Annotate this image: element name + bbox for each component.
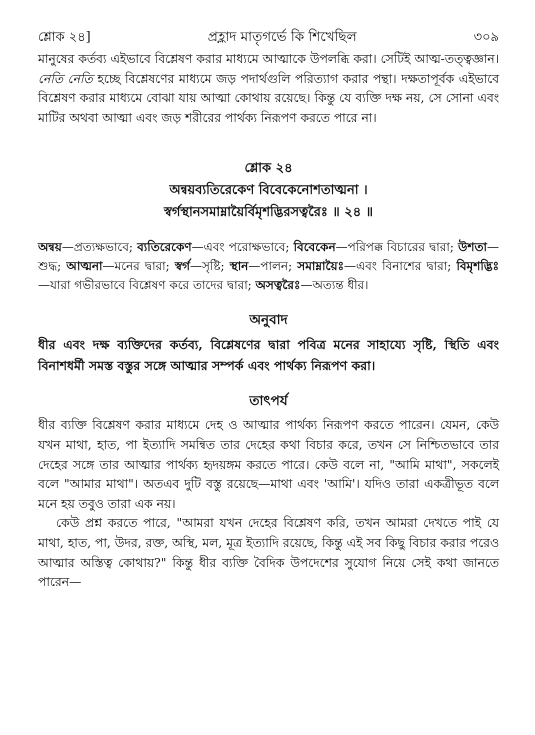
synonym-meaning: —অত্যন্ত ধীর। [300, 278, 369, 293]
synonym-meaning: —প্রত্যক্ষভাবে; [61, 240, 138, 255]
synonym-word: বিমৃশদ্ভিঃ [456, 259, 499, 274]
header-verse-ref: শ্লোক ২৪] [38, 30, 91, 45]
running-header [38, 26, 499, 50]
synonym-word: উশতা [458, 240, 487, 255]
synonym-word: সমাম্নায়ৈঃ [297, 259, 344, 274]
synonym-word: বিবেকেন [293, 240, 336, 255]
synonym-word: স্বর্গ [174, 259, 190, 274]
verse-title: শ্লোক ২৪ [244, 161, 293, 177]
synonym-word: অন্বয় [38, 240, 62, 255]
synonym-meaning: —যারা গভীরভাবে বিশ্লেষণ করে তাদের দ্বারা; [38, 278, 256, 293]
synonym-word: আত্মনা [66, 259, 103, 274]
spacer [38, 128, 499, 158]
purport-paragraph-1: ধীর ব্যক্তি বিশ্লেষণ করার মাধ্যমে দেহ ও আত্মার পার্থক্য নিরূপণ করতে পারেন। যেমন, কেউ যখন মাথা, হাত, পা ইত্যাদি সমন্বিত তার দেহের কথা বিচার করে, তখন সে নিশ্চিতভাবে তার দেহের সঙ্গে তার আত্মার পার্থক্য হৃদয়ঙ্গম করতে পারে। কেউ বলে না, "আমি মাথা", সকলেই বলে "আমার মাথা"। অতএব দুটি বস্তু রয়েছে—মাথা এবং 'আমি'। যদিও তারা একত্রীভূত বলে মনে হয় তবুও তারা এক নয়। [38, 418, 499, 511]
purport-heading: তাৎপর্য [249, 393, 288, 410]
verse-line-2: স্বর্গস্থানসমাম্নায়ৈর্বিমৃশদ্ভিরসত্বরৈঃ ॥ ২৪ ॥ [163, 205, 374, 221]
synonym-word: অসত্বরৈঃ [255, 278, 301, 293]
synonym-meaning: —শুদ্ধ; [38, 240, 499, 274]
intro-paragraph [38, 50, 499, 128]
synonym-meaning: —পালন; [248, 259, 298, 274]
synonym-meaning: —পরিপক্ক বিচারের দ্বারা; [335, 240, 459, 255]
translation-text: ধীর এবং দক্ষ ব্যক্তিদের কর্তব্য, বিশ্লেষণের দ্বারা পবিত্র মনের সাহায্যে সৃষ্টি, স্থিতি এবং বিনাশধর্মী সমস্ত বস্তুর সঙ্গে আত্মার সম্পর্ক এবং পার্থক্য নিরূপণ করা। [38, 337, 499, 373]
synonym-meaning: —মনের দ্বারা; [102, 259, 175, 274]
synonyms-paragraph [38, 238, 499, 295]
synonym-meaning: —এবং বিনাশের দ্বারা; [343, 259, 457, 274]
intro-text-1: মানুষের কর্তব্য এইভাবে বিশ্লেষণ করার মাধ্যমে আত্মাকে উপলব্ধি করা। সেটিই আত্ম-তত্ত্বজ্ঞান। [38, 52, 499, 66]
synonym-word: ব্যতিরেকেণ [137, 240, 192, 255]
intro-italic-term: নেতি নেতি [38, 71, 93, 86]
translation-heading: অনুবাদ [249, 312, 288, 329]
verse-line-1: অন্বয়ব্যতিরেকেণ বিবেকেনোশতাত্মনা । [169, 183, 368, 199]
spacer [38, 224, 499, 238]
header-chapter-title: প্রহ্লাদ মাতৃগর্ভে কি শিখেছিল [207, 29, 357, 45]
intro-text-2: হচ্ছে বিশ্লেষণের মাধ্যমে জড় পদার্থগুলি পরিত্যাগ করার পন্থা। দক্ষতাপূর্বক এইভাবে বিশ্লেষণ করার মাধ্যমে বোঝা যায় আত্মা কোথায় রয়েছে। কিন্তু যে ব্যক্তি দক্ষ নয়, সে সোনা এবং মাটির অথবা আত্মা এবং জড় শরীরের পার্থক্য নিরূপণ করতে পারে না। [38, 71, 500, 125]
synonym-word: স্থান [229, 259, 249, 274]
synonym-meaning: —এবং পরোক্ষভাবে; [191, 240, 294, 255]
synonym-meaning: —সৃষ্টি; [190, 259, 230, 274]
purport-paragraph-2: কেউ প্রশ্ন করতে পারে, "আমরা যখন দেহের বিশ্লেষণ করি, তখন আমরা দেখতে পাই যে মাথা, হাত, পা, উদর, রক্ত, অস্থি, মল, মূত্র ইত্যাদি রয়েছে, কিন্তু এই সব কিছু বিচার করার পরেও আত্মার অস্তিত্ব কোথায়?" কিন্তু ধীর ব্যক্তি বৈদিক উপদেশের সুযোগ নিয়ে সেই কথা জানতে পারেন— [38, 516, 499, 590]
page-number: ৩০৯ [473, 30, 499, 45]
